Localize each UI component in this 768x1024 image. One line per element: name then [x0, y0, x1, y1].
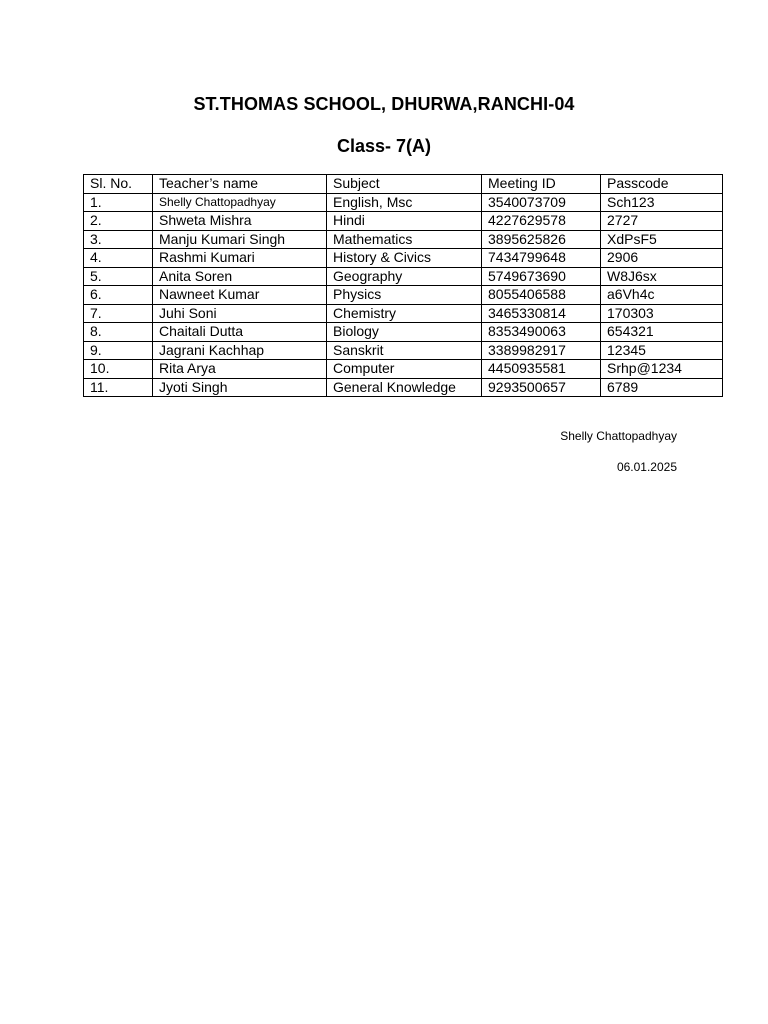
cell-subject: English, Msc [327, 193, 482, 212]
cell-teacher-name: Shweta Mishra [153, 212, 327, 231]
cell-meeting-id: 3389982917 [482, 341, 601, 360]
table-row [84, 212, 723, 231]
table-row [84, 304, 723, 323]
cell-meeting-id: 9293500657 [482, 378, 601, 397]
cell-meeting-id: 3465330814 [482, 304, 601, 323]
cell-sl-no: 10. [84, 360, 153, 379]
cell-subject: Physics [327, 286, 482, 305]
cell-subject: Biology [327, 323, 482, 342]
cell-passcode: W8J6sx [601, 267, 723, 286]
cell-sl-no: 2. [84, 212, 153, 231]
table-row [84, 341, 723, 360]
cell-teacher-name: Nawneet Kumar [153, 286, 327, 305]
cell-teacher-name: Chaitali Dutta [153, 323, 327, 342]
header-subject: Subject [327, 175, 482, 194]
cell-teacher-name: Anita Soren [153, 267, 327, 286]
cell-meeting-id: 8353490063 [482, 323, 601, 342]
cell-teacher-name: Manju Kumari Singh [153, 230, 327, 249]
cell-sl-no: 5. [84, 267, 153, 286]
class-title: Class- 7(A) [336, 136, 432, 156]
cell-passcode: 170303 [601, 304, 723, 323]
cell-subject: Chemistry [327, 304, 482, 323]
table-row [84, 378, 723, 397]
cell-sl-no: 6. [84, 286, 153, 305]
header-passcode: Passcode [601, 175, 723, 194]
cell-subject: Hindi [327, 212, 482, 231]
table-row [84, 267, 723, 286]
cell-sl-no: 7. [84, 304, 153, 323]
cell-passcode: 654321 [601, 323, 723, 342]
cell-meeting-id: 8055406588 [482, 286, 601, 305]
cell-meeting-id: 4450935581 [482, 360, 601, 379]
meeting-schedule-table [83, 174, 723, 397]
cell-teacher-name: Rita Arya [153, 360, 327, 379]
table-row [84, 360, 723, 379]
cell-subject: Geography [327, 267, 482, 286]
cell-sl-no: 1. [84, 193, 153, 212]
cell-teacher-name: Jyoti Singh [153, 378, 327, 397]
cell-teacher-name: Juhi Soni [153, 304, 327, 323]
table-row [84, 286, 723, 305]
cell-meeting-id: 3540073709 [482, 193, 601, 212]
cell-meeting-id: 3895625826 [482, 230, 601, 249]
cell-subject: Sanskrit [327, 341, 482, 360]
signatory-name: Shelly Chattopadhyay [560, 429, 677, 443]
header-teacher-name: Teacher’s name [153, 175, 327, 194]
cell-sl-no: 4. [84, 249, 153, 268]
table-row [84, 193, 723, 212]
cell-subject: Mathematics [327, 230, 482, 249]
cell-teacher-name: Shelly Chattopadhyay [153, 193, 327, 212]
header-meeting-id: Meeting ID [482, 175, 601, 194]
cell-teacher-name: Rashmi Kumari [153, 249, 327, 268]
school-title: ST.THOMAS SCHOOL, DHURWA,RANCHI-04 [193, 94, 575, 114]
cell-passcode: a6Vh4c [601, 286, 723, 305]
cell-passcode: Srhp@1234 [601, 360, 723, 379]
cell-sl-no: 11. [84, 378, 153, 397]
cell-meeting-id: 4227629578 [482, 212, 601, 231]
cell-teacher-name: Jagrani Kachhap [153, 341, 327, 360]
cell-passcode: 2727 [601, 212, 723, 231]
cell-meeting-id: 5749673690 [482, 267, 601, 286]
cell-passcode: 2906 [601, 249, 723, 268]
document-date: 06.01.2025 [616, 460, 677, 474]
cell-passcode: Sch123 [601, 193, 723, 212]
table-row [84, 249, 723, 268]
cell-passcode: 12345 [601, 341, 723, 360]
header-sl-no: Sl. No. [84, 175, 153, 194]
cell-sl-no: 3. [84, 230, 153, 249]
cell-subject: General Knowledge [327, 378, 482, 397]
table-header-row [84, 175, 723, 194]
cell-meeting-id: 7434799648 [482, 249, 601, 268]
table-row [84, 323, 723, 342]
cell-passcode: XdPsF5 [601, 230, 723, 249]
cell-subject: History & Civics [327, 249, 482, 268]
cell-sl-no: 9. [84, 341, 153, 360]
cell-subject: Computer [327, 360, 482, 379]
cell-sl-no: 8. [84, 323, 153, 342]
cell-passcode: 6789 [601, 378, 723, 397]
table-row [84, 230, 723, 249]
